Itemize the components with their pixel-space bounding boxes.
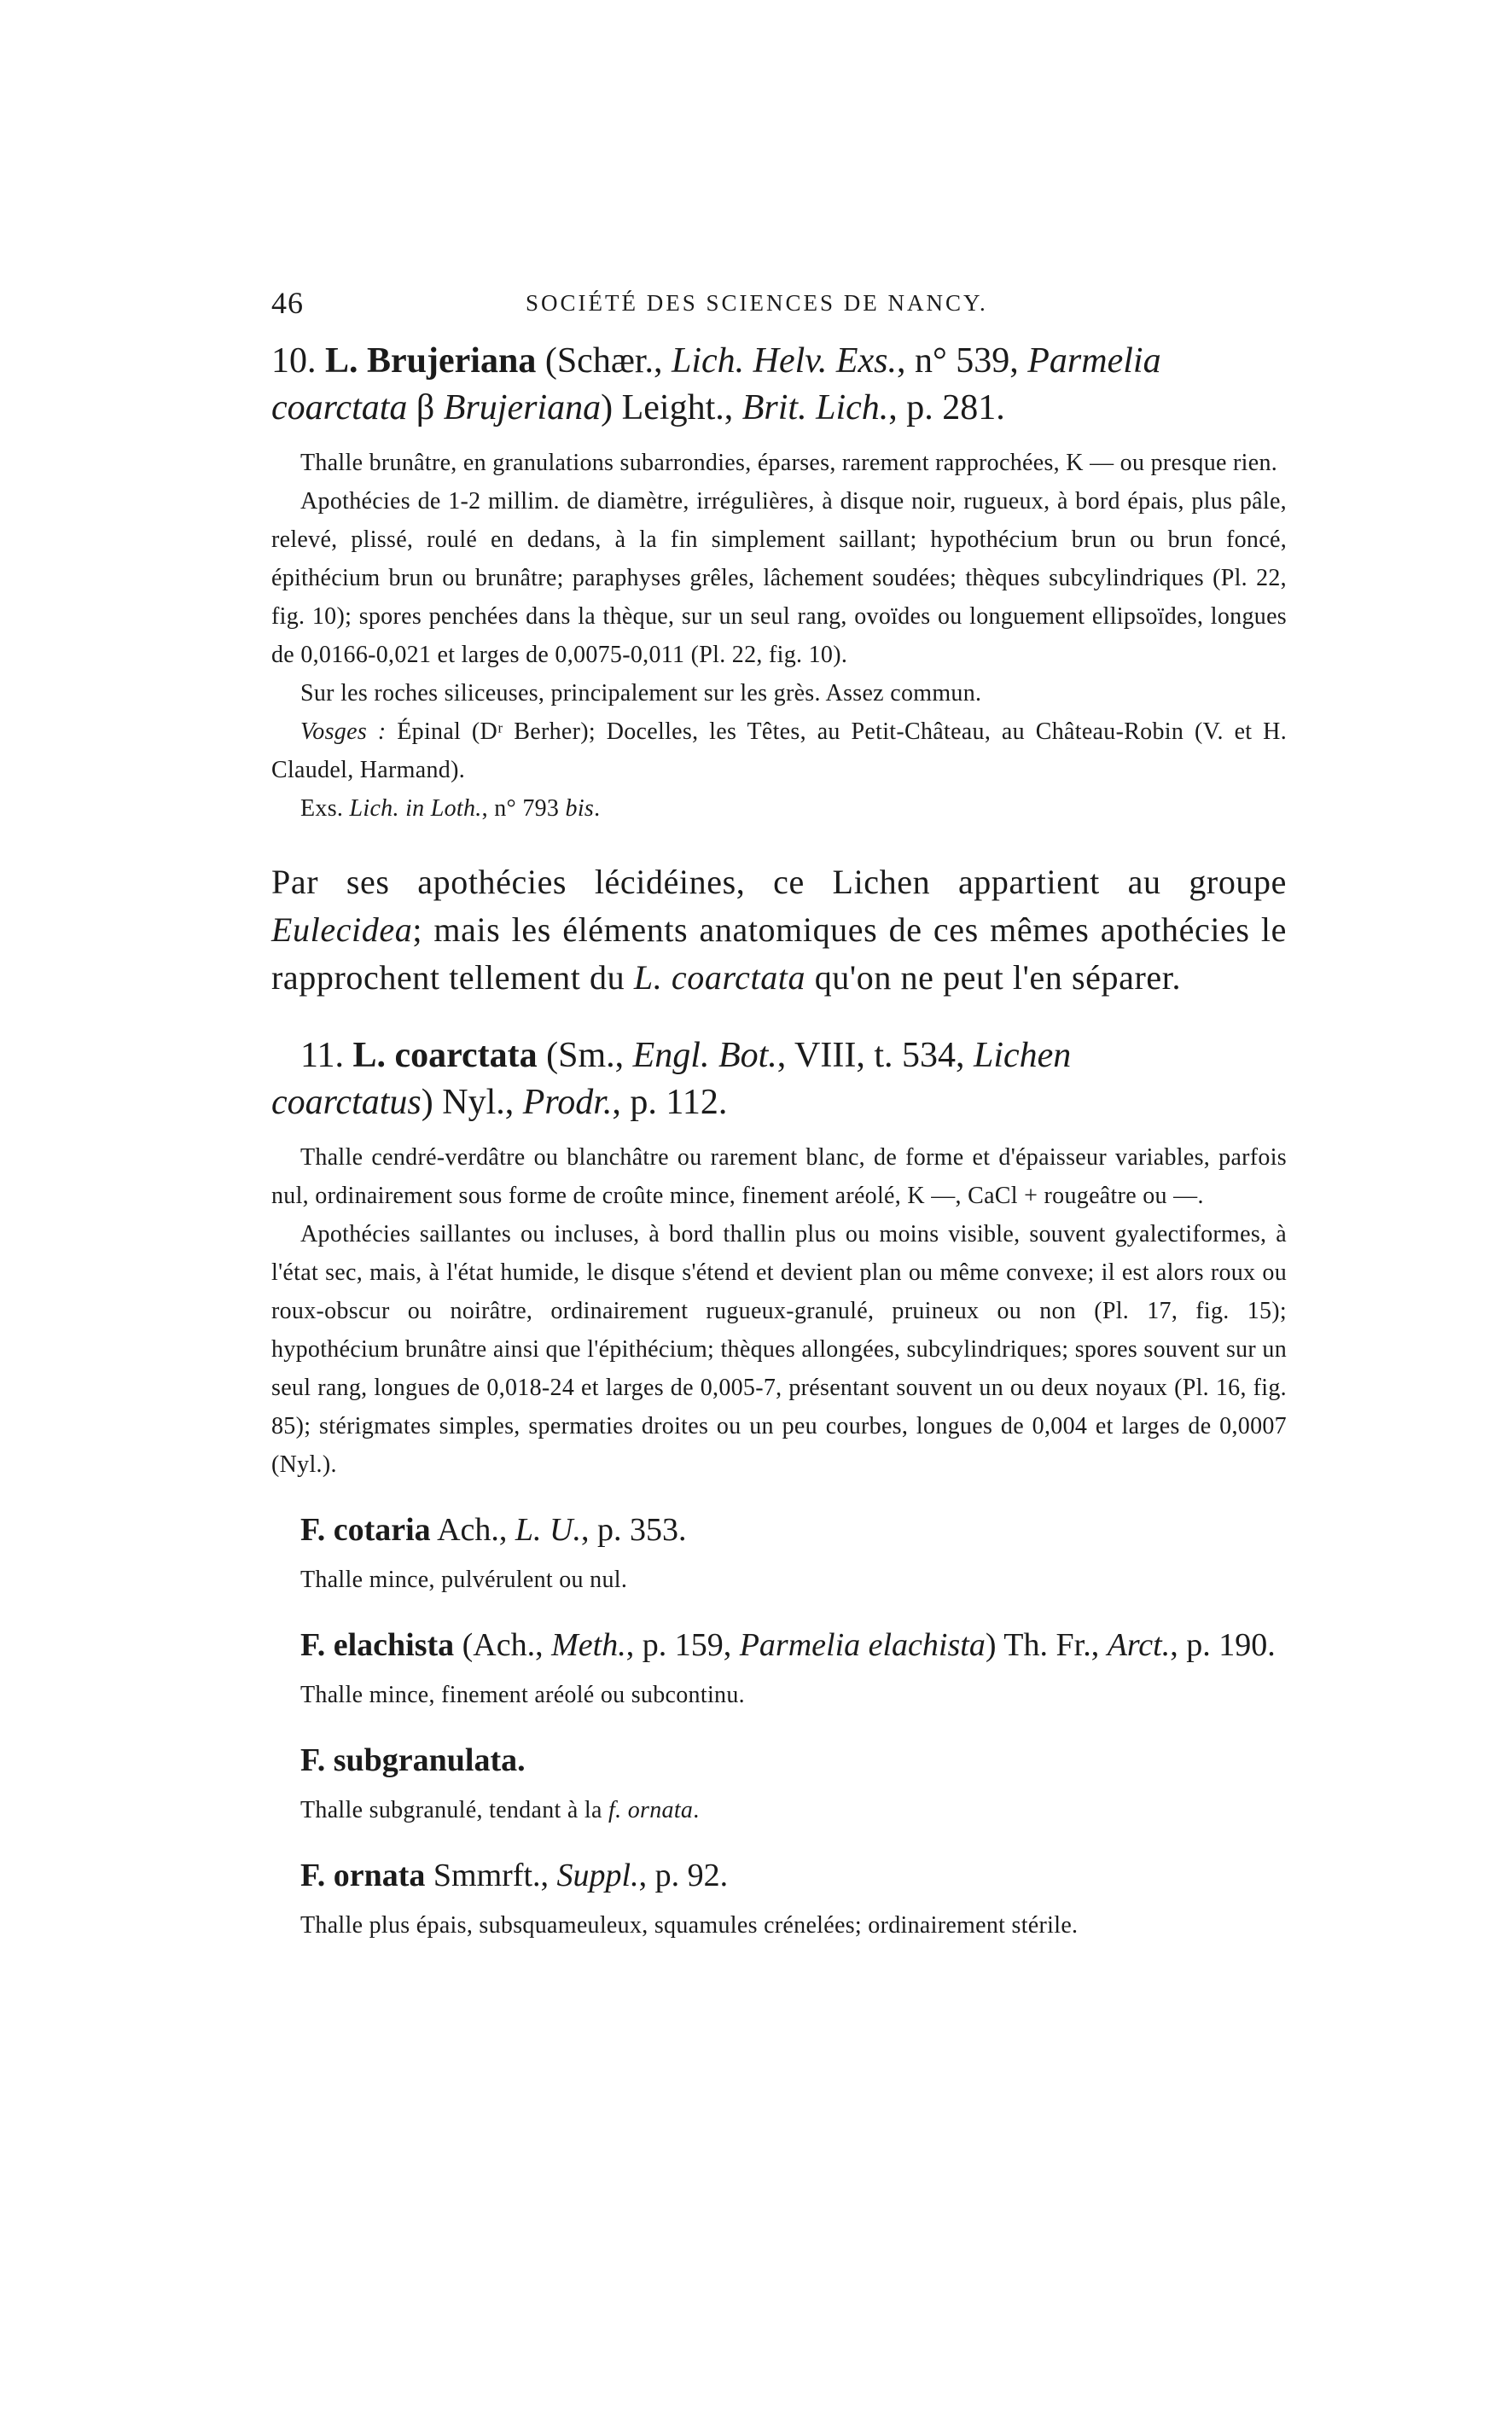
description-end: . [693, 1797, 700, 1823]
species-11-name: L. coarctata [352, 1036, 538, 1075]
form-ornata-heading [271, 1853, 1287, 1898]
species-10-locality [271, 712, 1287, 789]
citation-work: Brit. Lich. [741, 388, 889, 427]
citation-synonym: Lichen coarctatus [271, 1036, 1072, 1122]
species-11-thalle: Thalle cendré-verdâtre ou blanchâtre ou rarement blanc, de forme et d'épaisseur variables, parfois nul, ordinairement sous forme de croûte mince, finement aréolé, K —, CaCl + rougeâtre ou —. [271, 1144, 1287, 1209]
species-10-apothecies: Apothécies de 1-2 millim. de diamètre, irrégulières, à disque noir, rugueux, à bord épais, plus pâle, relevé, plissé, roulé en dedans, à la fin simplement saillant; hypothécium brun ou brun foncé, épithécium brun ou brunâtre; paraphyses grêles, lâchement soudées; thèques subcylindriques (Pl. 22, fig. 10); spores penchées dans la thèque, sur un seul rang, ovoïdes ou longuement ellipsoïdes, longues de 0,0166-0,021 et larges de 0,0075-0,011 (Pl. 22, fig. 10). [271, 488, 1287, 668]
form-subgranulata-heading [271, 1738, 1287, 1782]
species-11-number: 11. [300, 1036, 344, 1075]
citation-work: Prodr. [522, 1083, 613, 1122]
citation-text: Smmrft., [425, 1858, 557, 1893]
exs-label: Exs. [300, 795, 350, 822]
citation-work: Suppl. [556, 1858, 639, 1893]
commentary-text: ; mais les éléments anatomiques de ces mêmes apothécies le rapprochent tellement du [271, 910, 1287, 997]
species-11-apothecies: Apothécies saillantes ou incluses, à bord thallin plus ou moins visible, souvent gyalectiformes, à l'état sec, mais, à l'état humide, le disque s'étend et devient plan ou même convexe; il est alors roux ou roux-obscur ou noirâtre, ordinairement rugueux-granulé, pruineux ou non (Pl. 17, fig. 15); hypothécium brunâtre ainsi que l'épithécium; thèques allongées, subcylindriques; spores souvent sur un seul rang, longues de 0,018-24 et larges de 0,005-7, présentant souvent un ou deux noyaux (Pl. 16, fig. 85); stérigmates simples, spermaties droites ou un peu courbes, longues de 0,004 et larges de 0,0007 (Nyl.). [271, 1221, 1287, 1478]
running-head: SOCIÉTÉ DES SCIENCES DE NANCY. [526, 290, 988, 316]
form-label: F. elachista [300, 1627, 455, 1663]
commentary-paragraph [271, 858, 1287, 1002]
form-subgranulata [271, 1738, 1287, 1829]
exs-end: . [594, 795, 601, 822]
citation-work: Engl. Bot. [632, 1036, 777, 1075]
citation-text: , p. 92. [638, 1858, 729, 1893]
form-cotaria-description: Thalle mince, pulvérulent ou nul. [300, 1567, 628, 1593]
locality-text: Épinal (Dʳ Berher); Docelles, les Têtes, au Petit-Château, au Château-Robin (V. et H. Claudel, Harmand). [271, 718, 1287, 783]
citation-text: , n° 539, [896, 341, 1028, 381]
description-space [621, 1797, 627, 1823]
form-ornata [271, 1853, 1287, 1945]
citation-work: Meth. [551, 1627, 626, 1663]
citation-work: Lich. Helv. Exs. [672, 341, 897, 381]
form-cotaria [271, 1508, 1287, 1599]
citation-text: β [407, 388, 444, 427]
citation-text: , p. 112. [612, 1083, 728, 1122]
species-10-habitat: Sur les roches siliceuses, principalement sur les grès. Assez commun. [300, 680, 982, 707]
citation-work: Arct. [1107, 1627, 1171, 1663]
commentary-text: Par ses apothécies lécidéines, ce Lichen appartient au groupe [271, 863, 1287, 901]
citation-synonym: Parmelia coarctata [271, 341, 1161, 427]
form-subgranulata-description [271, 1791, 1287, 1829]
citation-text: ) Th. Fr., [985, 1627, 1108, 1663]
exs-text: , n° 793 [481, 795, 566, 822]
exs-work: Lich. in Loth. [349, 795, 482, 822]
form-ornata-description: Thalle plus épais, subsquameuleux, squamules crénelées; ordinairement stérile. [300, 1912, 1079, 1939]
citation-synonym-variety: Brujeriana [443, 388, 602, 427]
species-10-name: L. Brujeriana [325, 341, 537, 381]
form-elachista [271, 1623, 1287, 1714]
locality-label: Vosges : [300, 718, 387, 745]
form-label: F. cotaria [300, 1512, 431, 1548]
form-elachista-description: Thalle mince, finement aréolé ou subcontinu. [300, 1682, 745, 1708]
species-11-heading [271, 1032, 1287, 1126]
commentary-text: qu'on ne peut l'en séparer. [805, 958, 1182, 997]
species-10-exsiccata [271, 789, 1287, 828]
commentary-species: L. coarctata [633, 958, 806, 997]
form-cotaria-heading [271, 1508, 1287, 1552]
species-10-heading [271, 338, 1287, 432]
citation-text: ) Leight., [601, 388, 742, 427]
page-number: 46 [271, 286, 304, 320]
citation-text: (Ach., [454, 1627, 552, 1663]
citation-text: , p. 353. [580, 1512, 687, 1548]
description-text: Thalle subgranulé, tendant à la [300, 1797, 609, 1823]
citation-synonym: Parmelia elachista [739, 1627, 986, 1663]
citation-text: (Schær., [536, 341, 672, 381]
page-content [271, 338, 1287, 1945]
citation-text: , p. 159, [625, 1627, 740, 1663]
description-f: f. [608, 1797, 622, 1823]
page-header [271, 285, 1283, 326]
commentary-group: Eulecidea [271, 910, 413, 949]
citation-work: L. U. [515, 1512, 581, 1548]
species-10-number: 10. [271, 341, 317, 381]
citation-text: , p. 190. [1170, 1627, 1276, 1663]
form-label: F. ornata [300, 1858, 426, 1893]
exs-bis: bis [565, 795, 595, 822]
description-ornata: ornata [627, 1797, 694, 1823]
form-label: F. subgranulata. [300, 1742, 526, 1778]
citation-text: Ach., [430, 1512, 515, 1548]
citation-text: (Sm., [537, 1036, 633, 1075]
citation-text: , VIII, t. 534, [776, 1036, 974, 1075]
species-10-thalle: Thalle brunâtre, en granulations subarrondies, éparses, rarement rapprochées, K — ou presque rien. [300, 450, 1278, 476]
citation-text: ) Nyl., [421, 1083, 523, 1122]
form-elachista-heading [271, 1623, 1287, 1667]
citation-text: , p. 281. [888, 388, 1005, 427]
